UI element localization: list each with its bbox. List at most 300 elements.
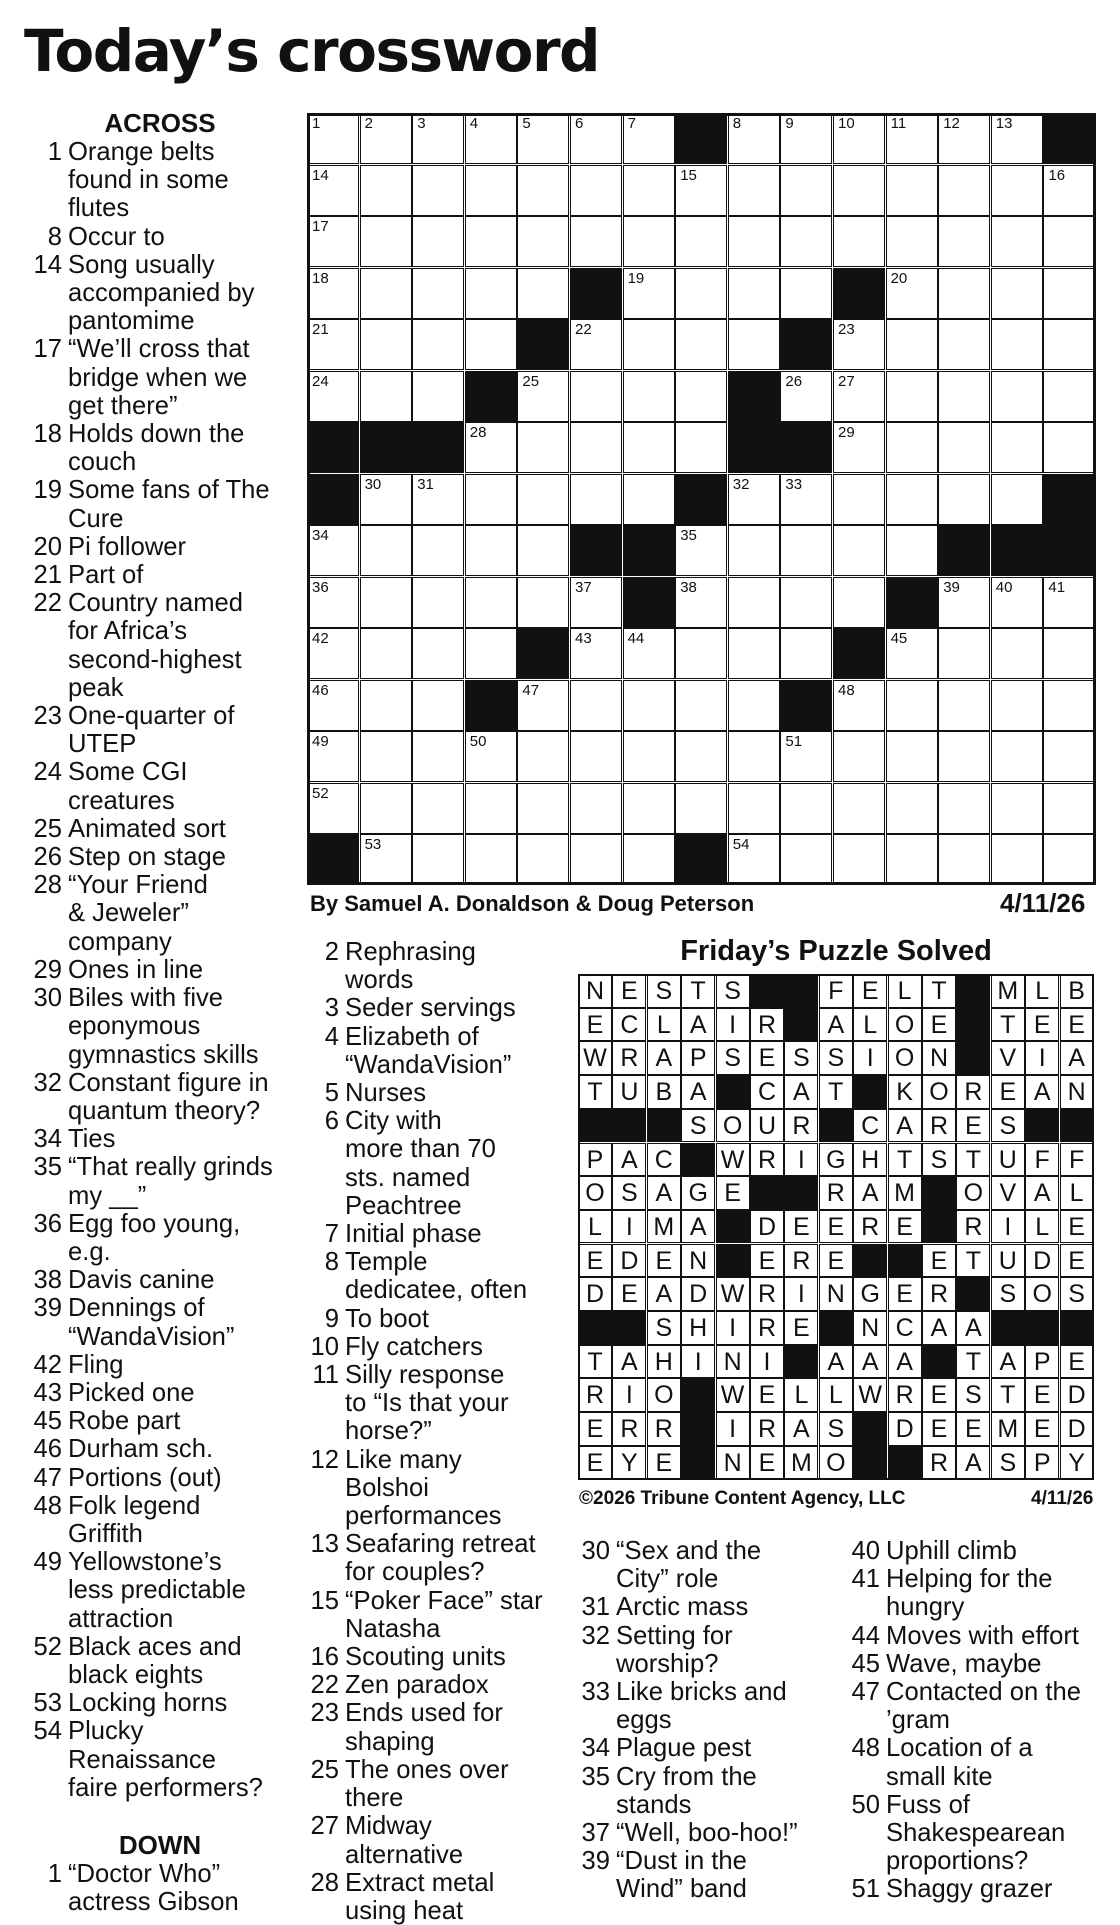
clue-column-3 xyxy=(578,1537,838,1904)
grid-cell[interactable] xyxy=(465,628,517,679)
clue-text: Occur to xyxy=(68,222,165,251)
clue-text: Silly response xyxy=(345,1361,505,1390)
grid-cell[interactable] xyxy=(938,577,990,628)
grid-cell[interactable] xyxy=(623,731,675,782)
grid-cell[interactable] xyxy=(780,216,832,267)
grid-cell[interactable] xyxy=(780,628,832,679)
grid-cell[interactable] xyxy=(728,680,780,731)
grid-cell[interactable] xyxy=(886,474,938,525)
down-clue-list-part-1 xyxy=(30,1860,290,1916)
clue xyxy=(30,758,290,814)
black-square xyxy=(465,371,517,422)
grid-cell[interactable] xyxy=(412,731,464,782)
grid-cell[interactable] xyxy=(886,731,938,782)
grid-cell[interactable] xyxy=(991,165,1043,216)
grid-cell[interactable] xyxy=(728,113,780,164)
solution-letter: A xyxy=(647,1041,681,1075)
grid-cell[interactable] xyxy=(833,783,885,834)
grid-cell[interactable] xyxy=(517,113,569,164)
grid-cell[interactable] xyxy=(675,371,727,422)
clue-number: 8 xyxy=(324,1248,339,1277)
clue-text: Midway xyxy=(345,1812,432,1841)
grid-cell[interactable] xyxy=(728,319,780,370)
solution-letter: C xyxy=(750,1075,784,1109)
clue xyxy=(578,1622,838,1678)
grid-cell[interactable] xyxy=(886,834,938,885)
grid-cell[interactable] xyxy=(412,628,464,679)
grid-cell[interactable] xyxy=(991,216,1043,267)
grid-cell[interactable] xyxy=(570,422,622,473)
grid-cell[interactable] xyxy=(1043,216,1095,267)
black-square xyxy=(728,422,780,473)
clue-text: small kite xyxy=(886,1762,993,1791)
grid-cell[interactable] xyxy=(886,371,938,422)
grid-cell[interactable] xyxy=(307,525,359,576)
grid-cell[interactable] xyxy=(412,319,464,370)
grid-cell[interactable] xyxy=(623,422,675,473)
grid-cell[interactable] xyxy=(307,268,359,319)
grid-cell[interactable] xyxy=(780,165,832,216)
grid-cell[interactable] xyxy=(938,731,990,782)
solution-letter: E xyxy=(1060,1345,1094,1379)
grid-cell[interactable] xyxy=(465,319,517,370)
grid-cell[interactable] xyxy=(570,680,622,731)
grid-cell[interactable] xyxy=(307,783,359,834)
grid-cell[interactable] xyxy=(623,216,675,267)
grid-cell[interactable] xyxy=(360,474,412,525)
grid-cell[interactable] xyxy=(938,371,990,422)
grid-cell[interactable] xyxy=(991,268,1043,319)
cell-number: 16 xyxy=(1048,166,1066,184)
grid-cell[interactable] xyxy=(938,319,990,370)
grid-cell[interactable] xyxy=(570,319,622,370)
grid-cell[interactable] xyxy=(307,216,359,267)
grid-cell[interactable] xyxy=(517,783,569,834)
grid-cell[interactable] xyxy=(728,474,780,525)
solution-letter: A xyxy=(1060,1041,1094,1075)
solution-letter: L xyxy=(888,974,922,1008)
grid-cell[interactable] xyxy=(833,834,885,885)
clue-text: Initial phase xyxy=(345,1220,482,1249)
solution-letter: T xyxy=(956,1143,990,1177)
solution-letter: W xyxy=(853,1378,887,1412)
grid-cell[interactable] xyxy=(833,319,885,370)
grid-cell[interactable] xyxy=(1043,165,1095,216)
grid-cell[interactable] xyxy=(991,474,1043,525)
grid-cell[interactable] xyxy=(938,474,990,525)
solution-letter: I xyxy=(853,1041,887,1075)
solution-letter: S xyxy=(784,1041,818,1075)
clue-text: couch xyxy=(68,448,137,477)
grid-cell[interactable] xyxy=(675,577,727,628)
grid-cell[interactable] xyxy=(780,577,832,628)
grid-cell[interactable] xyxy=(623,268,675,319)
grid-cell[interactable] xyxy=(465,268,517,319)
grid-cell[interactable] xyxy=(623,371,675,422)
clue xyxy=(30,420,290,476)
grid-cell[interactable] xyxy=(991,422,1043,473)
solution-letter: T xyxy=(681,974,715,1008)
solution-letter: E xyxy=(1060,1008,1094,1042)
grid-cell[interactable] xyxy=(517,371,569,422)
grid-cell[interactable] xyxy=(517,577,569,628)
grid-cell[interactable] xyxy=(886,165,938,216)
clue xyxy=(307,1220,562,1248)
solution-letter: I xyxy=(716,1311,750,1345)
solution-letter: N xyxy=(681,1244,715,1278)
solution-letter: L xyxy=(578,1210,612,1244)
clue xyxy=(307,1587,562,1643)
grid-cell[interactable] xyxy=(307,371,359,422)
puzzle-date: 4/11/26 xyxy=(1000,888,1086,918)
grid-cell[interactable] xyxy=(623,474,675,525)
clue xyxy=(848,1565,1113,1621)
cell-number: 49 xyxy=(312,733,329,750)
grid-cell[interactable] xyxy=(938,680,990,731)
grid-cell[interactable] xyxy=(991,731,1043,782)
grid-cell[interactable] xyxy=(938,834,990,885)
grid-cell[interactable] xyxy=(780,371,832,422)
clue-text: Like bricks and xyxy=(616,1678,787,1707)
cell-number: 44 xyxy=(627,630,645,647)
cell-number: 29 xyxy=(838,424,855,441)
grid-cell[interactable] xyxy=(570,731,622,782)
clue-text: Wind” band xyxy=(616,1875,747,1904)
grid-cell[interactable] xyxy=(1043,577,1095,628)
grid-cell[interactable] xyxy=(465,525,517,576)
grid-cell[interactable] xyxy=(833,371,885,422)
grid-cell[interactable] xyxy=(675,319,727,370)
grid-cell[interactable] xyxy=(465,731,517,782)
grid-cell[interactable] xyxy=(360,165,412,216)
solution-letter: P xyxy=(578,1143,612,1177)
grid-cell[interactable] xyxy=(307,628,359,679)
solution-letter: E xyxy=(1060,1210,1094,1244)
grid-cell[interactable] xyxy=(833,216,885,267)
grid-cell[interactable] xyxy=(991,319,1043,370)
solution-letter: I xyxy=(1025,1041,1059,1075)
grid-cell[interactable] xyxy=(675,268,727,319)
clue-text: get there” xyxy=(68,391,178,420)
grid-cell[interactable] xyxy=(728,783,780,834)
clue xyxy=(848,1678,1113,1734)
grid-cell[interactable] xyxy=(465,783,517,834)
clue xyxy=(578,1678,838,1734)
grid-cell[interactable] xyxy=(360,113,412,164)
grid-cell[interactable] xyxy=(412,474,464,525)
clue-text: faire performers? xyxy=(68,1773,263,1802)
clue-number: 41 xyxy=(851,1565,880,1594)
grid-cell[interactable] xyxy=(991,577,1043,628)
grid-cell[interactable] xyxy=(307,165,359,216)
grid-cell[interactable] xyxy=(1043,680,1095,731)
solution-letter: O xyxy=(888,1008,922,1042)
grid-cell[interactable] xyxy=(623,834,675,885)
clue-text: proportions? xyxy=(886,1847,1029,1876)
solution-letter: W xyxy=(716,1143,750,1177)
grid-cell[interactable] xyxy=(728,216,780,267)
grid-cell[interactable] xyxy=(833,731,885,782)
grid-cell[interactable] xyxy=(780,268,832,319)
clue-text: Orange belts xyxy=(68,138,215,166)
clue-text: attraction xyxy=(68,1604,174,1633)
clue-number: 25 xyxy=(33,814,62,843)
grid-cell[interactable] xyxy=(886,268,938,319)
black-square xyxy=(307,474,359,525)
grid-cell[interactable] xyxy=(728,525,780,576)
grid-cell[interactable] xyxy=(307,113,359,164)
grid-cell[interactable] xyxy=(886,628,938,679)
grid-cell[interactable] xyxy=(360,577,412,628)
clue xyxy=(30,815,290,843)
grid-cell[interactable] xyxy=(517,680,569,731)
grid-cell[interactable] xyxy=(938,268,990,319)
solution-letter: E xyxy=(819,1210,853,1244)
solution-letter: R xyxy=(750,1412,784,1446)
grid-cell[interactable] xyxy=(675,525,727,576)
grid-cell[interactable] xyxy=(360,319,412,370)
grid-cell[interactable] xyxy=(1043,783,1095,834)
solution-letter: P xyxy=(1025,1345,1059,1379)
grid-cell[interactable] xyxy=(412,113,464,164)
grid-cell[interactable] xyxy=(833,474,885,525)
grid-cell[interactable] xyxy=(517,525,569,576)
grid-cell[interactable] xyxy=(360,783,412,834)
grid-cell[interactable] xyxy=(623,165,675,216)
solution-letter: R xyxy=(853,1210,887,1244)
grid-cell[interactable] xyxy=(307,319,359,370)
clue-number: 53 xyxy=(33,1689,62,1718)
grid-cell[interactable] xyxy=(570,371,622,422)
grid-cell[interactable] xyxy=(833,422,885,473)
grid-cell[interactable] xyxy=(360,371,412,422)
grid-cell[interactable] xyxy=(412,783,464,834)
grid-cell[interactable] xyxy=(938,216,990,267)
grid-cell[interactable] xyxy=(465,216,517,267)
clue-text: actress Gibson xyxy=(68,1888,239,1917)
grid-cell[interactable] xyxy=(938,113,990,164)
grid-cell[interactable] xyxy=(675,422,727,473)
grid-cell[interactable] xyxy=(465,113,517,164)
grid-cell[interactable] xyxy=(675,731,727,782)
grid-cell[interactable] xyxy=(991,783,1043,834)
grid-cell[interactable] xyxy=(991,371,1043,422)
grid-cell[interactable] xyxy=(675,216,727,267)
grid-cell[interactable] xyxy=(886,216,938,267)
solution-letter: E xyxy=(784,1210,818,1244)
solution-letter: R xyxy=(612,1041,646,1075)
grid-cell[interactable] xyxy=(780,783,832,834)
grid-cell[interactable] xyxy=(517,216,569,267)
grid-cell[interactable] xyxy=(780,525,832,576)
grid-cell[interactable] xyxy=(623,113,675,164)
grid-cell[interactable] xyxy=(938,165,990,216)
grid-cell[interactable] xyxy=(728,577,780,628)
grid-cell[interactable] xyxy=(780,113,832,164)
copyright: ©2026 Tribune Content Agency, LLC xyxy=(579,1488,906,1509)
grid-cell[interactable] xyxy=(728,628,780,679)
grid-cell[interactable] xyxy=(991,628,1043,679)
grid-cell[interactable] xyxy=(886,525,938,576)
clue-text: Plague pest xyxy=(616,1734,752,1763)
solution-letter: E xyxy=(784,1311,818,1345)
grid-cell[interactable] xyxy=(728,731,780,782)
grid-cell[interactable] xyxy=(360,268,412,319)
cell-number: 10 xyxy=(838,115,855,132)
clue-column-1 xyxy=(30,108,290,1916)
grid-cell[interactable] xyxy=(307,577,359,628)
grid-cell[interactable] xyxy=(465,834,517,885)
solution-letter: E xyxy=(612,974,646,1008)
grid-cell[interactable] xyxy=(360,680,412,731)
grid-cell[interactable] xyxy=(1043,834,1095,885)
grid-cell[interactable] xyxy=(465,422,517,473)
clue xyxy=(578,1847,838,1903)
grid-cell[interactable] xyxy=(938,422,990,473)
grid-cell[interactable] xyxy=(360,628,412,679)
grid-cell[interactable] xyxy=(1043,628,1095,679)
grid-cell[interactable] xyxy=(517,268,569,319)
grid-cell[interactable] xyxy=(991,113,1043,164)
solution-letter: S xyxy=(1060,1277,1094,1311)
clue-text: Fly catchers xyxy=(345,1332,483,1361)
clue-text: Renaissance xyxy=(68,1745,216,1774)
grid-cell[interactable] xyxy=(623,628,675,679)
grid-cell[interactable] xyxy=(1043,422,1095,473)
clue-text: Song usually xyxy=(68,250,215,279)
grid-cell[interactable] xyxy=(1043,268,1095,319)
grid-cell[interactable] xyxy=(412,834,464,885)
clue-number: 43 xyxy=(33,1378,62,1407)
grid-cell[interactable] xyxy=(886,113,938,164)
grid-cell[interactable] xyxy=(780,834,832,885)
black-square xyxy=(1043,525,1095,576)
grid-cell[interactable] xyxy=(412,680,464,731)
solution-letter: T xyxy=(922,974,956,1008)
grid-cell[interactable] xyxy=(675,165,727,216)
grid-cell[interactable] xyxy=(728,268,780,319)
grid-cell[interactable] xyxy=(412,577,464,628)
solution-letter: O xyxy=(956,1176,990,1210)
grid-cell[interactable] xyxy=(1043,319,1095,370)
grid-cell[interactable] xyxy=(517,474,569,525)
grid-cell[interactable] xyxy=(517,422,569,473)
clue-text: Shaggy grazer xyxy=(886,1875,1053,1904)
grid-cell[interactable] xyxy=(1043,371,1095,422)
grid-cell[interactable] xyxy=(517,834,569,885)
solution-letter: A xyxy=(647,1277,681,1311)
grid-cell[interactable] xyxy=(991,834,1043,885)
grid-cell[interactable] xyxy=(728,165,780,216)
clue-number: 29 xyxy=(33,955,62,984)
grid-cell[interactable] xyxy=(517,731,569,782)
grid-cell[interactable] xyxy=(623,319,675,370)
grid-cell[interactable] xyxy=(517,165,569,216)
grid-cell[interactable] xyxy=(886,319,938,370)
solution-letter: R xyxy=(612,1412,646,1446)
grid-cell[interactable] xyxy=(833,113,885,164)
clue-text: Nurses xyxy=(345,1079,427,1108)
clue-text: flutes xyxy=(68,194,130,223)
grid-cell[interactable] xyxy=(412,216,464,267)
grid-cell[interactable] xyxy=(360,525,412,576)
grid-cell[interactable] xyxy=(412,525,464,576)
grid-cell[interactable] xyxy=(465,165,517,216)
grid-cell[interactable] xyxy=(307,680,359,731)
grid-cell[interactable] xyxy=(833,525,885,576)
clue-number: 52 xyxy=(33,1632,62,1661)
solution-letter: D xyxy=(1025,1244,1059,1278)
grid-cell[interactable] xyxy=(412,268,464,319)
grid-cell[interactable] xyxy=(360,216,412,267)
grid-cell[interactable] xyxy=(728,834,780,885)
clue-number: 49 xyxy=(33,1548,62,1577)
grid-cell[interactable] xyxy=(570,165,622,216)
grid-cell[interactable] xyxy=(1043,731,1095,782)
clue-number: 13 xyxy=(310,1530,339,1559)
grid-cell[interactable] xyxy=(938,628,990,679)
clue-number: 9 xyxy=(324,1304,339,1333)
grid-cell[interactable] xyxy=(570,216,622,267)
grid-cell[interactable] xyxy=(360,834,412,885)
clue-text: found in some xyxy=(68,166,229,195)
grid-cell[interactable] xyxy=(675,628,727,679)
grid-cell[interactable] xyxy=(360,731,412,782)
grid-cell[interactable] xyxy=(886,422,938,473)
grid-cell[interactable] xyxy=(833,165,885,216)
cell-number: 27 xyxy=(838,372,855,390)
grid-cell[interactable] xyxy=(833,577,885,628)
grid-cell[interactable] xyxy=(412,371,464,422)
clue xyxy=(578,1593,838,1621)
clue-number: 34 xyxy=(33,1125,62,1154)
grid-cell[interactable] xyxy=(570,474,622,525)
solution-letter: E xyxy=(956,1412,990,1446)
grid-cell[interactable] xyxy=(991,680,1043,731)
cell-number: 41 xyxy=(1048,578,1066,596)
cell-number: 50 xyxy=(469,733,487,750)
grid-cell[interactable] xyxy=(570,834,622,885)
solution-letter: A xyxy=(784,1412,818,1446)
clue-number: 36 xyxy=(33,1209,62,1238)
grid-cell[interactable] xyxy=(675,783,727,834)
grid-cell[interactable] xyxy=(675,680,727,731)
grid-cell[interactable] xyxy=(886,680,938,731)
grid-cell[interactable] xyxy=(570,628,622,679)
grid-cell[interactable] xyxy=(938,783,990,834)
grid-cell[interactable] xyxy=(780,474,832,525)
grid-cell[interactable] xyxy=(570,783,622,834)
clue xyxy=(30,1717,290,1802)
grid-cell[interactable] xyxy=(623,783,675,834)
grid-cell[interactable] xyxy=(465,577,517,628)
grid-cell[interactable] xyxy=(465,474,517,525)
grid-cell[interactable] xyxy=(570,577,622,628)
clue-number: 28 xyxy=(310,1868,339,1897)
grid-cell[interactable] xyxy=(780,731,832,782)
grid-cell[interactable] xyxy=(412,165,464,216)
grid-cell[interactable] xyxy=(833,680,885,731)
clue xyxy=(30,956,290,984)
solution-letter: A xyxy=(1025,1075,1059,1109)
solution-letter: G xyxy=(853,1277,887,1311)
grid-cell[interactable] xyxy=(570,113,622,164)
clue xyxy=(578,1763,838,1819)
solution-letter: I xyxy=(750,1345,784,1379)
grid-cell[interactable] xyxy=(307,731,359,782)
grid-cell[interactable] xyxy=(623,680,675,731)
grid-cell[interactable] xyxy=(886,783,938,834)
